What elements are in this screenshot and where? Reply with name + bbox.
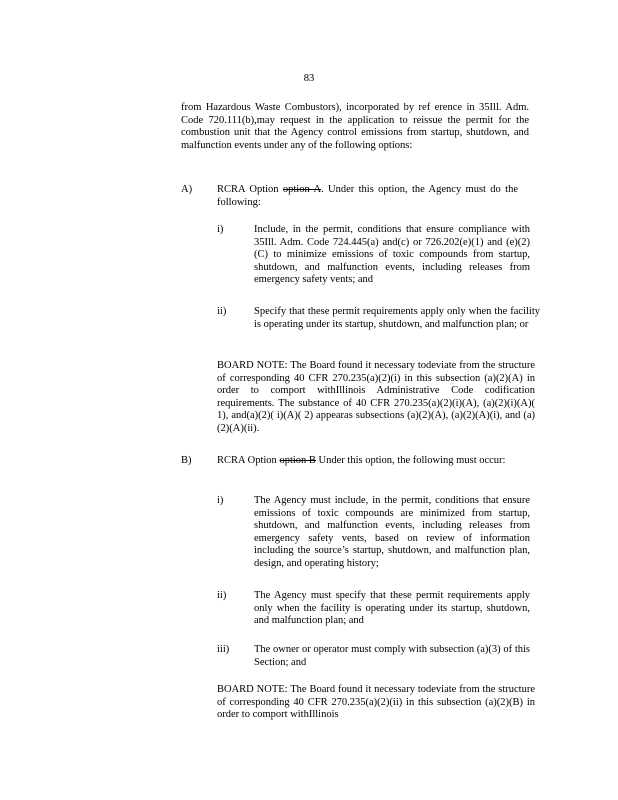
option-a-item-2-label: ii) (217, 306, 227, 317)
option-b-struck-text: option B (279, 455, 316, 466)
option-a-item-1-text: Include, in the permit, conditions that ensure compliance with 35Ill. Adm. Code 724.445(a) and(c) or 726.202(e)(1) and (e)(2)(C) to minimize emissions of toxic compounds from startup, shutdown, and malfunction events, including releases from emergency safety vents; and (254, 224, 530, 286)
option-b-prefix: RCRA Option (217, 455, 280, 466)
option-b-item-3-label: iii) (217, 644, 230, 655)
option-b-item-2-label: ii) (217, 590, 227, 601)
option-a-board-note: BOARD NOTE: The Board found it necessary todeviate from the structure of corresponding 40 CFR 270.235(a)(2)(i) in this subsection (a)(2)(A) in order to comport withIllinois Administrative Code codification requirements. The substance of 40 CFR 270.235(a)(2)(i)(A), (a)(2)(i)(A)( 1), and(a)(2)( i)(A)( 2) appearas subsections (a)(2)(A), (a)(2)(A)(i), and (a)(2)(A)(ii). (217, 360, 535, 434)
option-b-suffix: Under this option, the following must occur: (315, 455, 506, 466)
option-b-item-1-label: i) (217, 495, 224, 506)
option-a-item-1-label: i) (217, 224, 224, 235)
option-b-label: B) (181, 455, 192, 466)
option-a-prefix: RCRA Option (217, 184, 283, 195)
option-b-board-note: BOARD NOTE: The Board found it necessary todeviate from the structure of corresponding 40 CFR 270.235(a)(2)(ii) in this subsection (a)(2)(B) in order to comport withIllinois (217, 684, 535, 721)
option-b-item-1-text: The Agency must include, in the permit, conditions that ensure emissions of toxic compounds are minimized from startup, shutdown, and malfunction events, including releases from emergency safety vents, based on review of information including the source’s startup, shutdown, and malfunction plan, design, and operating history; (254, 495, 530, 569)
option-b-item-3-text: The owner or operator must comply with subsection (a)(3) of this Section; and (254, 644, 530, 668)
option-a-heading (217, 184, 518, 209)
option-b-heading (217, 455, 509, 468)
option-a-struck-text: option A (282, 184, 322, 195)
option-a-suffix: . Under this option, the Agency must do the following: (217, 184, 518, 208)
option-b-item-2-text: The Agency must specify that these permit requirements apply only when the facility is operating under its startup, shutdown, and malfunction plan; and (254, 590, 530, 627)
option-a-label: A) (181, 184, 193, 195)
intro-paragraph: from Hazardous Waste Combustors), incorporated by ref erence in 35Ill. Adm. Code 720.111(b),may request in the application to reissue the permit for the combustion unit that the Agency control emissions from startup, shutdown, and malfunction events under any of the following options: (181, 102, 529, 151)
page-number: 83 (303, 73, 315, 84)
option-a-item-2-text: Specify that these permit requirements apply only when the facility is operating under its startup, shutdown, and malfunction plan; or (254, 306, 540, 330)
